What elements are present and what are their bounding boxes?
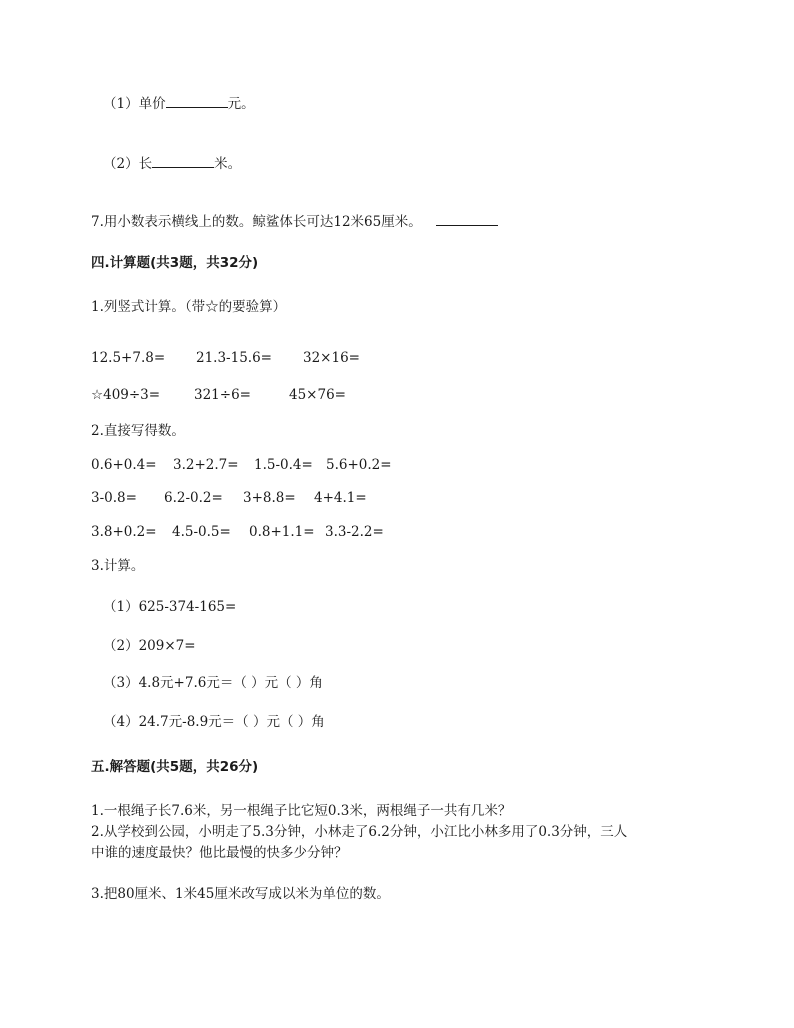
- s4-q3-item-1: （1）625-374-165=: [103, 599, 237, 615]
- s4-q1-r1-c2: 21.3-15.6=: [196, 350, 272, 366]
- s4-q2-r1-c2: 3.2+2.7=: [173, 457, 239, 473]
- s5-q1: 1.一根绳子长7.6米，另一根绳子比它短0.3米，两根绳子一共有几米？: [91, 803, 512, 819]
- s4-q2-r2-c4: 4+4.1=: [314, 490, 367, 506]
- s5-q3: 3.把80厘米、1米45厘米改写成以米为单位的数。: [91, 886, 390, 902]
- s4-q2-r1-c4: 5.6+0.2=: [326, 457, 392, 473]
- q7-text: 7.用小数表示横线上的数。鲸鲨体长可达12米65厘米。: [91, 214, 422, 230]
- section-5-title: 五.解答题(共5题，共26分): [91, 759, 259, 775]
- s4-q3-item-2: （2）209×7=: [103, 638, 196, 654]
- s4-q1-r1-c1: 12.5+7.8=: [91, 350, 166, 366]
- s4-q3-item-4: （4）24.7元-8.9元＝（ ）元（ ）角: [103, 714, 325, 730]
- s4-q1-r2-c2: 321÷6=: [194, 387, 251, 403]
- q6-part-1-suffix: 元。: [227, 96, 255, 112]
- q6-part-2: [103, 153, 241, 174]
- s5-q2-line-2: 中谁的速度最快？他比最慢的快多少分钟？: [91, 845, 348, 861]
- s4-q2-r1-c3: 1.5-0.4=: [254, 457, 313, 473]
- s4-q3-title: 3.计算。: [91, 558, 145, 574]
- s4-q2-title: 2.直接写得数。: [91, 423, 185, 439]
- s4-q2-r3-c2: 4.5-0.5=: [172, 524, 231, 540]
- q7: [91, 211, 498, 232]
- s5-q2-line-1: 2.从学校到公园，小明走了5.3分钟，小林走了6.2分钟，小江比小林多用了0.3分钟，三人: [91, 824, 628, 840]
- s4-q2-r2-c1: 3-0.8=: [91, 490, 137, 506]
- s4-q2-r3-c4: 3.3-2.2=: [325, 524, 384, 540]
- q6-part-2-blank[interactable]: [152, 153, 214, 168]
- s4-q2-r1-c1: 0.6+0.4=: [91, 457, 157, 473]
- s4-q2-r3-c3: 0.8+1.1=: [249, 524, 315, 540]
- q6-part-1-blank[interactable]: [166, 93, 228, 108]
- s4-q2-r3-c1: 3.8+0.2=: [91, 524, 157, 540]
- q6-part-2-prefix: 长: [138, 156, 153, 172]
- q7-answer-blank[interactable]: [436, 211, 498, 226]
- q6-part-1-prefix: 单价: [138, 96, 166, 112]
- s4-q2-r2-c2: 6.2-0.2=: [164, 490, 223, 506]
- s4-q3-item-3: （3）4.8元+7.6元＝（ ）元（ ）角: [103, 675, 323, 691]
- section-4-title: 四.计算题(共3题，共32分): [91, 255, 259, 271]
- q6-part-2-suffix: 米。: [214, 156, 242, 172]
- s4-q1-r2-c1: ☆409÷3=: [91, 387, 161, 403]
- s4-q1-r2-c3: 45×76=: [289, 387, 346, 403]
- q6-part-1: [103, 93, 255, 114]
- s4-q1-title: 1.列竖式计算。（带☆的要验算）: [91, 299, 287, 315]
- s4-q1-r1-c3: 32×16=: [303, 350, 360, 366]
- q6-part-2-number: （2）: [103, 156, 139, 172]
- s4-q2-r2-c3: 3+8.8=: [243, 490, 296, 506]
- q6-part-1-number: （1）: [103, 96, 139, 112]
